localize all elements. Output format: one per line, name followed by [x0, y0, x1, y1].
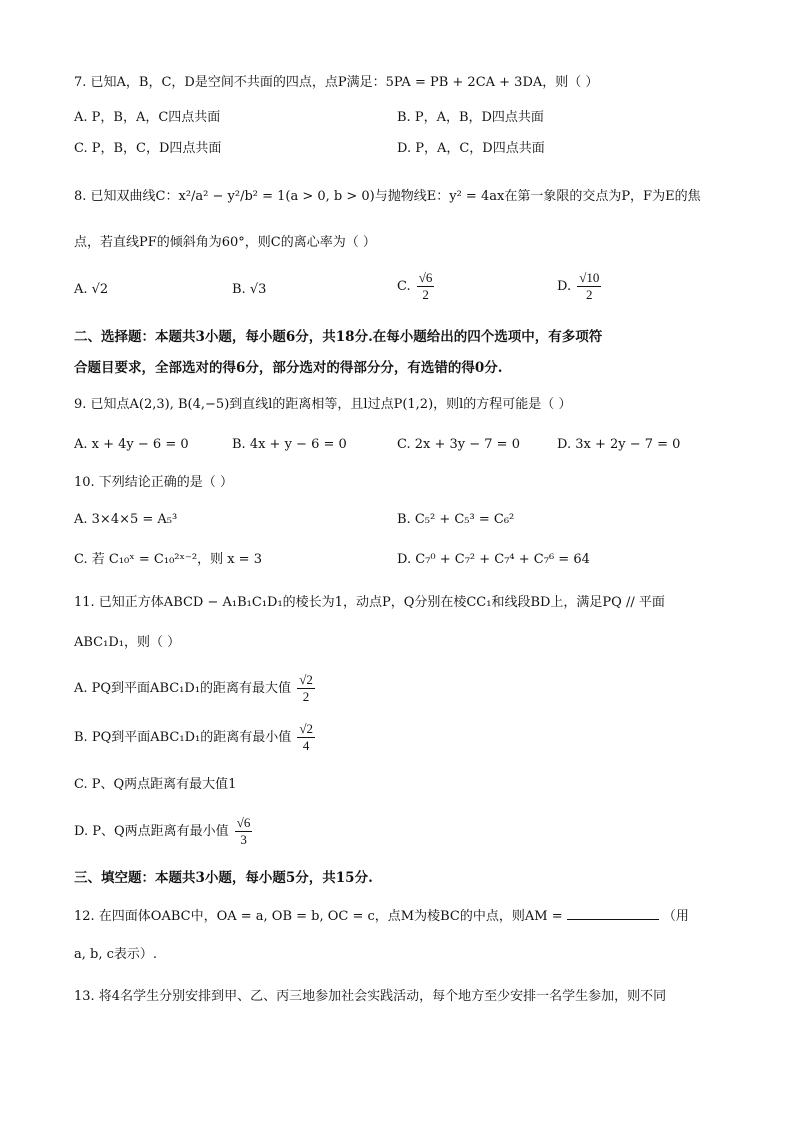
section-heading-multi-choice-line1: 二、选择题：本题共3小题，每小题6分，共18分.在每小题给出的四个选项中，有多项符: [74, 329, 603, 345]
q8-stem-line2: 点，若直线PF的倾斜角为60°，则C的离心率为（ ）: [74, 235, 376, 250]
q10-option-b: B. C₅² + C₅³ = C₆²: [397, 512, 515, 527]
q9-stem: 9. 已知点A(2,3), B(4,−5)到直线l的距离相等，且l过点P(1,2)，则l的方程可能是（ ）: [74, 397, 572, 412]
q11-stem-line2: ABC₁D₁，则（ ）: [74, 635, 181, 650]
q10-stem: 10. 下列结论正确的是（ ）: [74, 475, 233, 490]
section-heading-multi-choice-line2: 合题目要求，全部选对的得6分，部分选对的得部分分，有选错的得0分.: [74, 360, 503, 376]
q11-stem-line1: 11. 已知正方体ABCD − A₁B₁C₁D₁的棱长为1，动点P，Q分别在棱CC₁和线段BD上，满足PQ // 平面: [74, 595, 665, 610]
q10-option-c: C. 若 C₁₀ˣ = C₁₀²ˣ⁻²，则 x = 3: [74, 552, 262, 567]
q8-option-d: [557, 270, 603, 303]
q8-option-c-fraction: [417, 270, 435, 303]
q11-option-b-fraction: [297, 721, 315, 754]
q11-option-a: [74, 672, 317, 705]
q10-option-d: D. C₇⁰ + C₇² + C₇⁴ + C₇⁶ = 64: [397, 552, 590, 567]
q7-option-b: B. P，A，B，D四点共面: [397, 110, 544, 125]
q7-option-c: C. P，B，C，D四点共面: [74, 141, 222, 156]
q12-stem-line1: [74, 907, 689, 926]
q9-option-d: D. 3x + 2y − 7 = 0: [557, 437, 681, 452]
q8-option-c-label: C.: [397, 279, 411, 294]
fraction-numerator: √6: [418, 270, 433, 285]
answer-blank[interactable]: [567, 907, 659, 920]
q9-option-a: A. x + 4y − 6 = 0: [74, 437, 189, 452]
q7-stem: 7. 已知A，B，C，D是空间不共面的四点，点P满足：5PA = PB + 2CA + 3DA，则（ ）: [74, 75, 599, 90]
fraction-denominator: 2: [586, 287, 593, 302]
q11-option-b: [74, 721, 317, 754]
q11-option-b-text: B. PQ到平面ABC₁D₁的距离有最小值: [74, 730, 292, 745]
q9-option-b: B. 4x + y − 6 = 0: [232, 437, 347, 452]
q7-option-a: A. P，B，A，C四点共面: [74, 110, 221, 125]
fraction-denominator: 4: [302, 738, 310, 753]
q11-option-a-fraction: [297, 672, 315, 705]
q12-stem-text: 12. 在四面体OABC中，OA = a, OB = b, OC = c，点M为棱BC的中点，则AM =: [74, 909, 563, 924]
section-heading-fill-blank: 三、填空题：本题共3小题，每小题5分，共15分.: [74, 870, 373, 886]
q8-option-b: B. √3: [232, 282, 267, 297]
fraction-numerator: √2: [299, 721, 313, 736]
q11-option-d: [74, 815, 254, 848]
q11-option-a-text: A. PQ到平面ABC₁D₁的距离有最大值: [74, 681, 292, 696]
q13-stem-line1: 13. 将4名学生分别安排到甲、乙、丙三地参加社会实践活动，每个地方至少安排一名学生参加，则不同: [74, 989, 667, 1004]
q9-option-c: C. 2x + 3y − 7 = 0: [397, 437, 520, 452]
q11-option-d-text: D. P、Q两点距离有最小值: [74, 824, 229, 839]
q10-option-a: A. 3×4×5 = A₅³: [74, 512, 178, 527]
q11-option-d-fraction: [235, 815, 253, 848]
q12-stem-line2: a, b, c表示）.: [74, 947, 158, 962]
fraction-denominator: 2: [422, 287, 429, 302]
q8-option-a: A. √2: [74, 282, 109, 297]
q8-option-d-label: D.: [557, 279, 572, 294]
q11-option-c: C. P、Q两点距离有最大值1: [74, 777, 237, 792]
fraction-numerator: √2: [299, 672, 313, 687]
fraction-denominator: 2: [302, 689, 310, 704]
q8-option-c: [397, 270, 436, 303]
fraction-numerator: √6: [236, 815, 251, 830]
q12-stem-tail: （用: [662, 909, 689, 924]
q8-stem-line1: 8. 已知双曲线C：x²/a² − y²/b² = 1(a > 0, b > 0)与抛物线E：y² = 4ax在第一象限的交点为P，F为E的焦: [74, 189, 701, 204]
fraction-denominator: 3: [240, 832, 247, 847]
q8-option-d-fraction: [577, 270, 601, 303]
q7-option-d: D. P，A，C，D四点共面: [397, 141, 545, 156]
fraction-numerator: √10: [579, 270, 600, 285]
